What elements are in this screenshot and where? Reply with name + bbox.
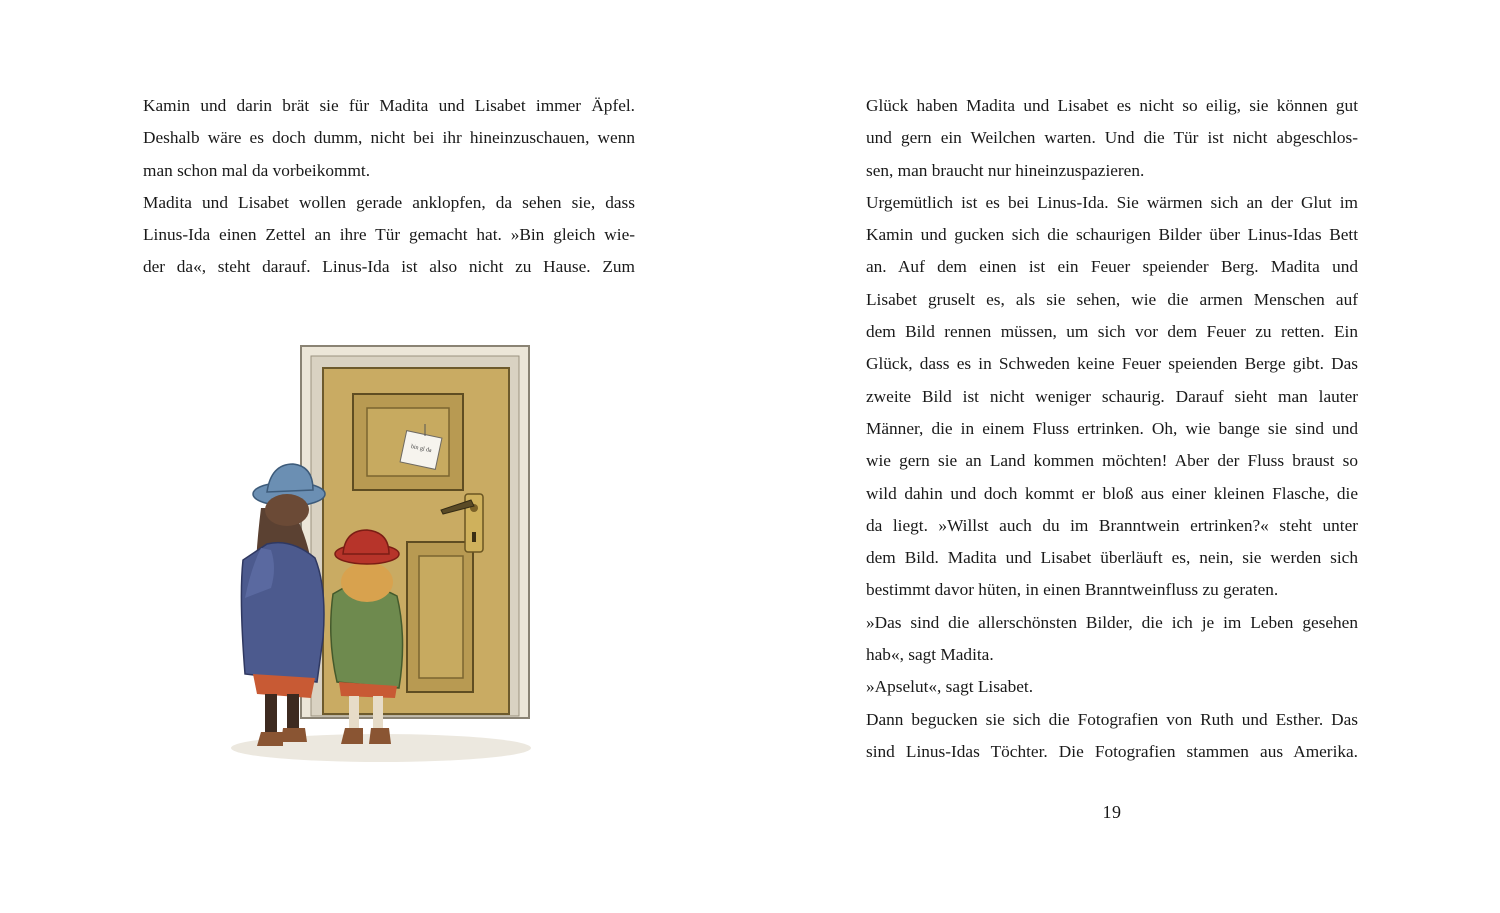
text-line: Männer, die in einem Fluss ertrinken. Oh, wie bange sie sind und [866, 418, 1358, 438]
text-line: da liegt. »Willst auch du im Branntwein ertrinken?« steht unter [866, 515, 1358, 535]
text-line: Glück, dass es in Schweden keine Feuer speienden Berge gibt. Das [866, 354, 1358, 374]
text-line: Glück haben Madita und Lisabet es nicht so eilig, sie können gut [866, 96, 1358, 115]
text-line: Deshalb wäre es doch dumm, nicht bei ihr hineinzuschauen, wenn [143, 128, 635, 148]
note-on-door [400, 431, 442, 470]
text-line: Lisabet gruselt es, als sie sehen, wie die armen Menschen auf [866, 289, 1358, 309]
text-line: wie gern sie an Land kommen möchten! Aber der Fluss braust so [866, 451, 1358, 471]
text-line: Madita und Lisabet wollen gerade anklopfen, da sehen sie, dass [143, 192, 635, 212]
text-line: Dann begucken sie sich die Fotografien von Ruth und Esther. Das [866, 709, 1358, 729]
text-line: sen, man braucht nur hineinzuspazieren. [866, 160, 1145, 180]
text-line: dem Bild rennen müssen, um sich vor dem Feuer zu retten. Ein [866, 322, 1358, 342]
text-line: sind Linus-Idas Töchter. Die Fotografien stammen aus Amerika. [866, 741, 1358, 761]
text-line: und gern ein Weilchen warten. Und die Tür ist nicht abgeschlos- [866, 128, 1358, 148]
right-page-text [866, 90, 1358, 768]
page-number: 19 [1102, 802, 1122, 822]
left-page-text [143, 90, 635, 284]
text-line: bestimmt davor hüten, in einen Branntweinfluss zu geraten. [866, 580, 1279, 600]
text-line: wild dahin und doch kommt er bloß aus einer kleinen Flasche, die [866, 483, 1358, 503]
text-line: Kamin und gucken sich die schaurigen Bilder über Linus-Idas Bett [866, 225, 1358, 245]
text-line: man schon mal da vorbeikommt. [143, 160, 371, 180]
text-line: an. Auf dem einen ist ein Feuer speiender Berg. Madita und [866, 257, 1358, 277]
text-line: »Apselut«, sagt Lisabet. [866, 677, 1034, 697]
text-line: hab«, sagt Madita. [866, 645, 994, 665]
text-line: Kamin und darin brät sie für Madita und Lisabet immer Äpfel. [143, 96, 635, 115]
note-text: bin gl da [410, 443, 433, 455]
text-line: der da«, steht darauf. Linus-Ida ist also nicht zu Hause. Zum [143, 257, 635, 277]
door-illustration [231, 338, 551, 778]
text-line: dem Bild. Madita und Lisabet überläuft es, nein, sie werden sich [866, 548, 1358, 568]
text-line: Linus-Ida einen Zettel an ihre Tür gemacht hat. »Bin gleich wie- [143, 225, 635, 245]
text-line: zweite Bild ist nicht weniger schaurig. Darauf sieht man lauter [866, 386, 1358, 406]
text-line: Urgemütlich ist es bei Linus-Ida. Sie wärmen sich an der Glut im [866, 192, 1358, 212]
text-line: »Das sind die allerschönsten Bilder, die ich je im Leben gesehen [866, 612, 1358, 632]
